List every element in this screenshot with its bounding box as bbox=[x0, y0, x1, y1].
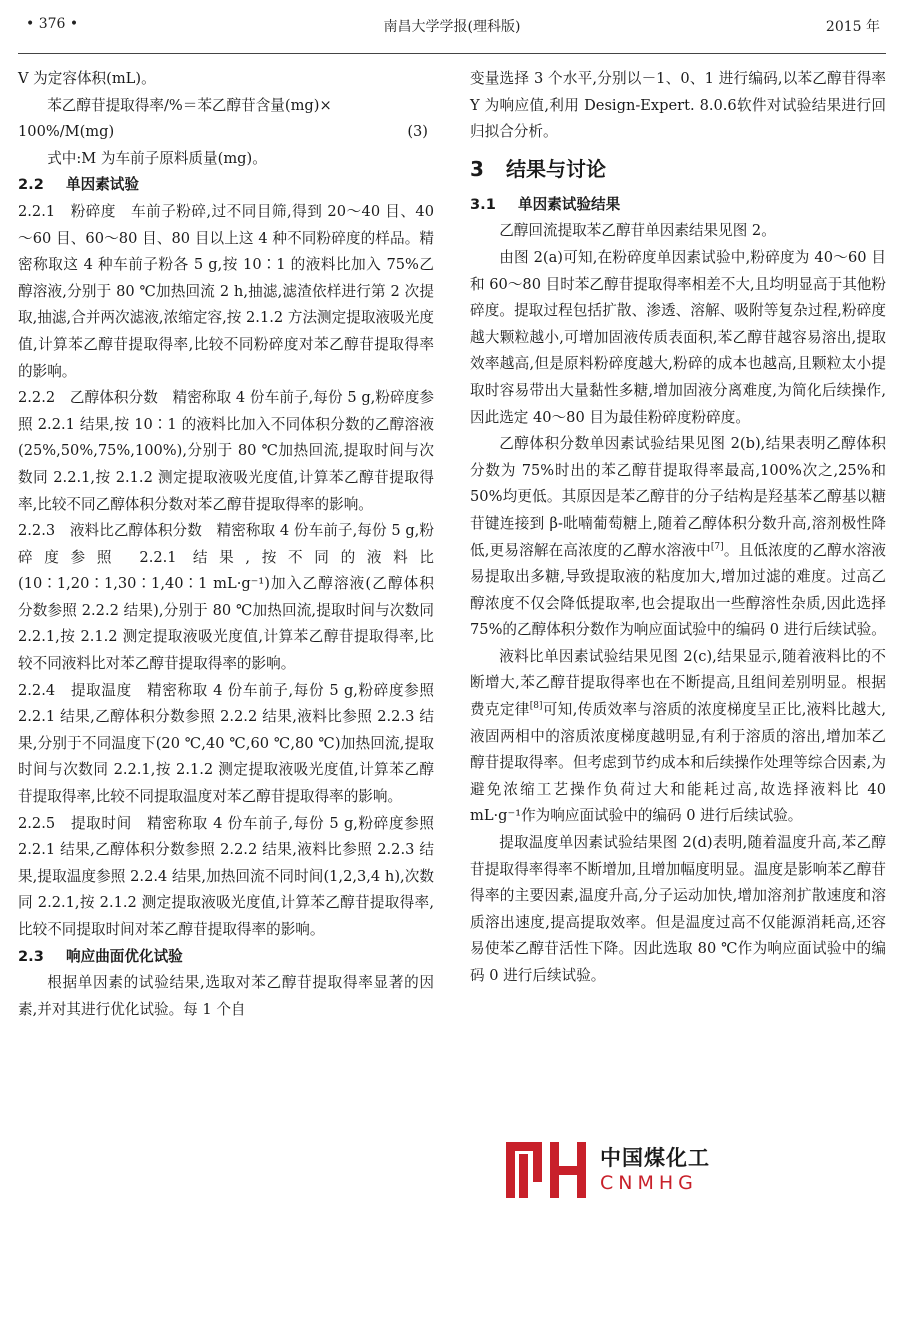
section-title: 单因素试验结果 bbox=[518, 195, 621, 213]
watermark-mh-icon bbox=[504, 1138, 588, 1202]
section-heading-3-1 bbox=[470, 192, 886, 219]
watermark-english: CNMHG bbox=[600, 1172, 698, 1194]
section-number: 2.3 bbox=[18, 947, 44, 965]
left-column bbox=[18, 66, 434, 1023]
paragraph-text: 。且低浓度的乙醇水溶液易提取出多糖,导致提取液的粘度加大,增加过滤的难度。过高乙醇浓度不仅会降低提取率,也会提取出一些醇溶性杂质,因此选择 75%的乙醇体积分数作为响应面试验中的编码 0 进行后续试验。 bbox=[470, 541, 886, 639]
paragraph-2-2-5: 2.2.5 提取时间 精密称取 4 份车前子,每份 5 g,粉碎度参照 2.2.1 结果,乙醇体积分数参照 2.2.2 结果,液料比参照 2.2.3 结果,提取温度参照 2.2.4 结果,加热回流不同时间(1,2,3,4 h),次数同 2.2.1,按 2.1.2 测定提取液吸光度值,计算苯乙醇苷提取得率,比较不同提取时间对苯乙醇苷提取得率的影响。 bbox=[18, 814, 434, 938]
paragraph-2-2-3: 2.2.3 液料比乙醇体积分数 精密称取 4 份车前子,每份 5 g,粉碎度参照 2.2.1 结果,按不同的液料比(10∶1,20∶1,30∶1,40∶1 mL·g⁻¹)加入乙醇溶液(乙醇体积分数参照 2.2.2 结果),分别于 80 ℃加热回流,提取时间与次数同 2.2.1,按 2.1.2 测定提取液吸光度值,计算苯乙醇苷提取得率,比较不同液料比对苯乙醇苷提取得率的影响。 bbox=[18, 522, 434, 673]
journal-title: 南昌大学学报(理科版) bbox=[383, 19, 521, 35]
paragraph-3-1-liquid-ratio bbox=[470, 644, 886, 830]
paragraph-text: 可知,传质效率与溶质的浓度梯度呈正比,液料比越大,液固两相中的溶质浓度梯度越明显,有利于溶质的溶出,增加苯乙醇苷提取得率。但考虑到节约成本和后续操作处理等综合因素,为避免浓缩工艺操作负荷过大和能耗过高,故选择液料比 40 mL·g⁻¹作为响应面试验中的编码 0 进行后续试验。 bbox=[470, 701, 886, 825]
formula-line: 苯乙醇苷提取得率/%＝苯乙醇苷含量(mg)× bbox=[47, 96, 332, 114]
section-heading-2-3 bbox=[18, 944, 434, 971]
section-heading-3 bbox=[470, 146, 886, 192]
paragraph-3-1-particle-size: 由图 2(a)可知,在粉碎度单因素试验中,粉碎度为 40～60 目和 60～80 目时苯乙醇苷提取得率相差不大,且均明显高于其他粉碎度。提取过程包括扩散、渗透、溶解、吸附等复杂过程,粉碎度越大颗粒越小,可增加固液传质表面积,苯乙醇苷越容易溶出,提取效率越高,但是原料粉碎度越大,粉碎的成本也越高,且颗粒太小提取时容易带出大量黏性多糖,增加固液分离难度,为简化后续操作,因此选定 40～80 目为最佳粉碎度粉碎度。 bbox=[470, 248, 886, 426]
section-title: 结果与讨论 bbox=[506, 156, 606, 181]
paragraph-continuation: 变量选择 3 个水平,分别以－1、0、1 进行编码,以苯乙醇苷得率 Y 为响应值,利用 Design-Expert. 8.0.6软件对试验结果进行回归拟合分析。 bbox=[470, 70, 886, 141]
watermark-mh-glyph bbox=[504, 1138, 588, 1202]
paragraph-3-1-ethanol bbox=[470, 431, 886, 644]
running-header bbox=[18, 12, 886, 42]
section-title: 单因素试验 bbox=[66, 176, 139, 194]
volume-definition: V 为定容体积(mL)。 bbox=[18, 70, 156, 87]
formula-line-2 bbox=[18, 119, 434, 146]
paragraph-3-1-intro: 乙醇回流提取苯乙醇苷单因素结果见图 2。 bbox=[499, 222, 776, 240]
section-title: 响应曲面优化试验 bbox=[66, 947, 183, 965]
publication-year: 2015 年 bbox=[825, 19, 880, 35]
section-number: 3.1 bbox=[470, 195, 496, 213]
watermark-logo bbox=[504, 1138, 720, 1202]
section-number: 2.2 bbox=[18, 176, 44, 194]
paragraph-text: 液料比单因素试验结果见图 2(c),结果显示,随着液料比的不断增大,苯乙醇苷提取得率也在不断提高,且组间差别明显。根据费克定律 bbox=[470, 647, 886, 719]
citation-ref[interactable]: [7] bbox=[710, 541, 724, 552]
paragraph-3-1-temperature: 提取温度单因素试验结果图 2(d)表明,随着温度升高,苯乙醇苷提取得率得率不断增加,且增加幅度明显。温度是影响苯乙醇苷得率的主要因素,温度升高,分子运动加快,增加溶剂扩散速度和溶质溶出速度,提高提取效率。但是温度过高不仅能源消耗高,还容易使苯乙醇苷活性下降。因此选取 80 ℃作为响应面试验中的编码 0 进行后续试验。 bbox=[470, 834, 886, 984]
paragraph-2-2-4: 2.2.4 提取温度 精密称取 4 份车前子,每份 5 g,粉碎度参照 2.2.1 结果,乙醇体积分数参照 2.2.2 结果,液料比参照 2.2.3 结果,分别于不同温度下(20 ℃,40 ℃,60 ℃,80 ℃)加热回流,提取时间与次数同 2.2.1,按 2.1.2 测定提取液吸光度值,计算苯乙醇苷提取得率,比较不同提取温度对苯乙醇苷提取得率的影响。 bbox=[18, 681, 434, 806]
watermark-text bbox=[596, 1138, 720, 1202]
paragraph-text: 乙醇体积分数单因素试验结果见图 2(b),结果表明乙醇体积分数为 75%时出的苯乙醇苷提取得率最高,100%次之,25%和 50%均更低。其原因是苯乙醇苷的分子结构是羟基苯乙醇基以糖苷键连接到 β-吡喃葡萄糖上,随着乙醇体积分数升高,溶剂极性降低,更易溶解在高浓度的乙醇水溶液中 bbox=[470, 435, 886, 559]
formula-continuation: 100%/M(mg) bbox=[18, 123, 115, 141]
paragraph-2-2-2: 2.2.2 乙醇体积分数 精密称取 4 份车前子,每份 5 g,粉碎度参照 2.2.1 结果,按 10∶1 的液料比加入不同体积分数的乙醇溶液(25%,50%,75%,100%),分别于 80 ℃加热回流,提取时间与次数同 2.2.1,按 2.1.2 测定提取液吸光度值,计算苯乙醇苷提取得率,比较不同乙醇体积分数对苯乙醇苷提取得率的影响。 bbox=[18, 389, 434, 513]
citation-ref[interactable]: [8] bbox=[529, 701, 543, 712]
section-number: 3 bbox=[470, 156, 484, 181]
watermark-chinese: 中国煤化工 bbox=[600, 1146, 710, 1170]
page-number: • 376 • bbox=[26, 16, 79, 32]
equation-number: (3) bbox=[407, 123, 428, 141]
header-rule bbox=[18, 53, 886, 54]
formula-where: 式中:M 为车前子原料质量(mg)。 bbox=[47, 149, 267, 167]
paragraph-2-2-1: 2.2.1 粉碎度 车前子粉碎,过不同目筛,得到 20～40 目、40～60 目、60～80 目、80 目以上这 4 种不同粉碎度的样品。精密称取这 4 种车前子粉各 5 g,按 10∶1 的液料比加入 75%乙醇溶液,分别于 80 ℃加热回流 2 h,抽滤,滤渣依样进行第 2 次提取,抽滤,合并两次滤液,浓缩定容,按 2.1.2 方法测定提取液吸光度值,计算苯乙醇苷提取得率,比较不同粉碎度对苯乙醇苷提取得率的影响。 bbox=[18, 202, 434, 380]
section-heading-2-2 bbox=[18, 172, 434, 199]
paragraph-2-3: 根据单因素的试验结果,选取对苯乙醇苷提取得率显著的因素,并对其进行优化试验。每 1 个自 bbox=[18, 974, 434, 1018]
right-column bbox=[470, 66, 886, 990]
